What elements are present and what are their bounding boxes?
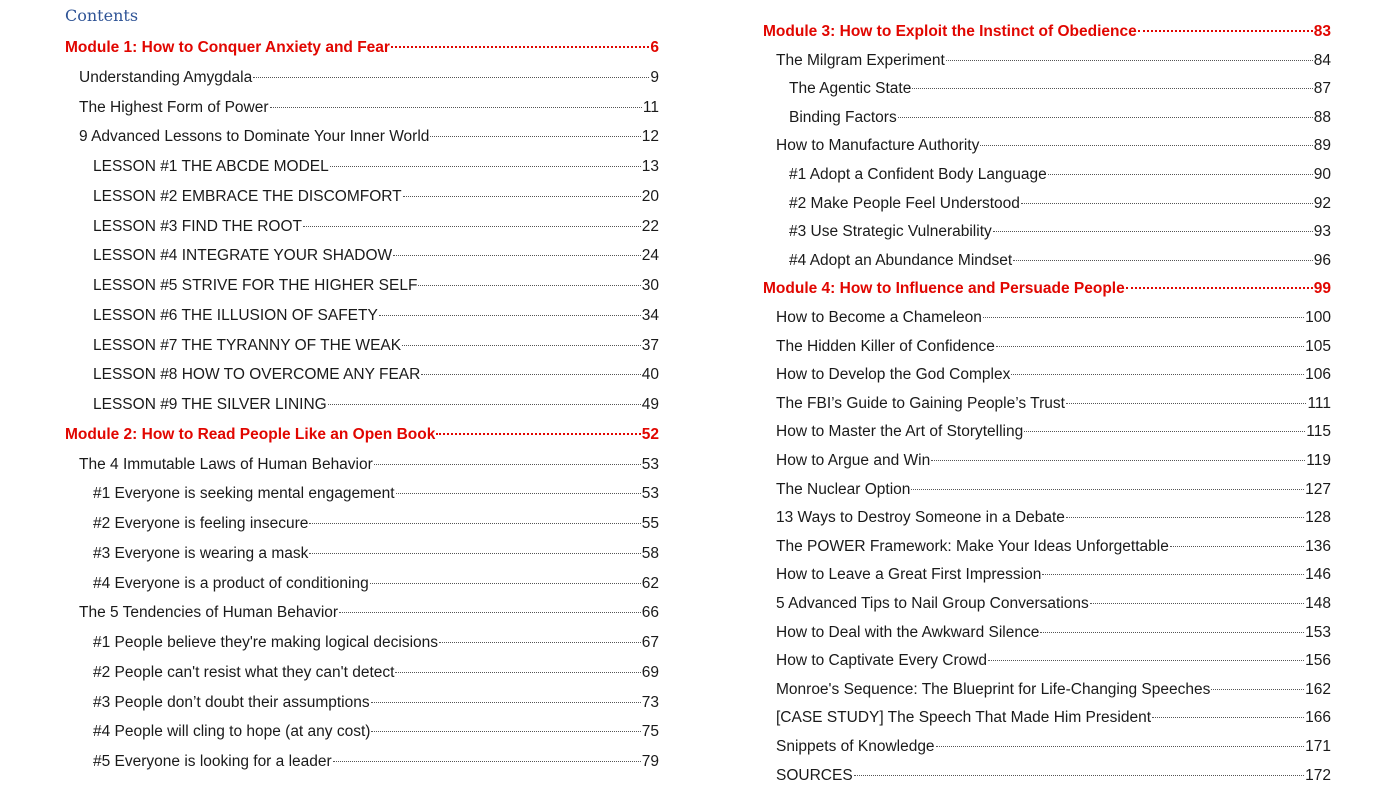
toc-page-number: 62	[641, 574, 659, 592]
toc-page-number: 105	[1305, 337, 1331, 355]
toc-page-number: 89	[1313, 137, 1331, 155]
toc-page-number: 115	[1306, 423, 1331, 441]
dot-leader	[309, 523, 640, 524]
toc-entry-title: #2 People can't resist what they can't detect	[93, 663, 395, 681]
dot-leader	[370, 583, 641, 584]
dot-leader	[912, 88, 1312, 89]
toc-page-number: 146	[1305, 566, 1331, 584]
toc-page-number: 34	[641, 306, 659, 324]
toc-page-number: 6	[650, 39, 659, 56]
toc-entry-title: #1 Adopt a Confident Body Language	[789, 166, 1047, 183]
toc-entry-title: LESSON #4 INTEGRATE YOUR SHADOW	[93, 247, 393, 265]
toc-entry[interactable]	[93, 365, 659, 385]
dot-leader	[418, 285, 640, 286]
toc-entry-title: 9 Advanced Lessons to Dominate Your Inner World	[79, 128, 430, 146]
toc-entry[interactable]	[93, 633, 659, 653]
dot-leader	[1090, 603, 1304, 604]
toc-page-number: 172	[1305, 766, 1331, 784]
toc-page-number: 73	[641, 693, 659, 711]
toc-entry[interactable]	[776, 337, 1331, 357]
toc-entry-title: Understanding Amygdala	[79, 68, 253, 86]
toc-entry-title: SOURCES	[776, 766, 853, 784]
dot-leader	[911, 489, 1304, 490]
toc-module-entry[interactable]	[763, 22, 1331, 42]
dot-leader	[371, 731, 640, 732]
toc-entry[interactable]	[79, 455, 659, 475]
dot-leader	[396, 493, 641, 494]
toc-entry[interactable]	[93, 693, 659, 713]
dot-leader	[1013, 260, 1313, 261]
toc-entry-title: #4 Adopt an Abundance Mindset	[789, 251, 1013, 269]
toc-page-number: 93	[1313, 223, 1331, 241]
toc-entry-title: #2 Everyone is feeling insecure	[93, 515, 309, 532]
toc-page-number: 111	[1307, 394, 1331, 412]
toc-entry-title: How to Argue and Win	[776, 452, 931, 469]
toc-module-entry[interactable]	[763, 279, 1331, 299]
toc-entry[interactable]	[93, 276, 659, 296]
dot-leader	[439, 642, 641, 643]
toc-entry-title: How to Master the Art of Storytelling	[776, 423, 1024, 441]
toc-entry-title: #4 Everyone is a product of conditioning	[93, 574, 369, 592]
toc-page-number: 99	[1313, 280, 1331, 298]
toc-entry[interactable]	[93, 544, 659, 564]
toc-entry-title: #3 Use Strategic Vulnerability	[789, 223, 992, 241]
toc-entry[interactable]	[79, 603, 659, 623]
dot-leader	[303, 226, 641, 227]
dot-leader	[854, 775, 1304, 776]
toc-page-number: 106	[1305, 366, 1331, 384]
toc-entry[interactable]	[789, 194, 1331, 214]
toc-entry[interactable]	[776, 394, 1331, 414]
dot-leader	[931, 460, 1305, 461]
toc-entry-title: 5 Advanced Tips to Nail Group Conversations	[776, 595, 1089, 612]
toc-page-number: 24	[641, 247, 659, 265]
toc-entry-title: Module 2: How to Read People Like an Open Book	[65, 425, 436, 443]
toc-entry[interactable]	[776, 565, 1331, 585]
toc-entry-title: Module 1: How to Conquer Anxiety and Fear	[65, 39, 390, 56]
toc-page-number: 166	[1305, 709, 1331, 727]
toc-entry-title: The FBI’s Guide to Gaining People’s Trust	[776, 394, 1065, 412]
toc-entry-title: How to Become a Chameleon	[776, 309, 982, 326]
toc-entry[interactable]	[93, 574, 659, 594]
toc-entry-title: #1 Everyone is seeking mental engagement	[93, 485, 395, 503]
toc-entry[interactable]	[93, 484, 659, 504]
toc-entry[interactable]	[776, 480, 1331, 500]
toc-entry-title: #3 People don’t doubt their assumptions	[93, 693, 370, 711]
toc-entry-title: LESSON #1 THE ABCDE MODEL	[93, 158, 329, 175]
dot-leader	[996, 346, 1304, 347]
toc-page-number: 127	[1305, 480, 1331, 498]
toc-entry[interactable]	[776, 365, 1331, 385]
toc-entry[interactable]	[789, 222, 1331, 242]
toc-entry[interactable]	[93, 722, 659, 742]
toc-page-number: 13	[641, 158, 659, 175]
dot-leader	[270, 107, 642, 108]
toc-page-number: 69	[641, 663, 659, 681]
toc-entry[interactable]	[93, 752, 659, 772]
dot-leader	[374, 464, 641, 465]
dot-leader	[421, 374, 640, 375]
toc-entry[interactable]	[93, 306, 659, 326]
dot-leader	[391, 46, 649, 48]
toc-page-number: 67	[641, 634, 659, 651]
toc-entry-title: The 4 Immutable Laws of Human Behavior	[79, 455, 373, 473]
toc-entry[interactable]	[789, 165, 1331, 185]
toc-page-number: 83	[1313, 23, 1331, 40]
toc-page-number: 22	[641, 217, 659, 235]
toc-page-number: 153	[1305, 623, 1331, 641]
toc-page-number: 11	[642, 98, 659, 116]
toc-page-number: 66	[641, 604, 659, 622]
dot-leader	[993, 231, 1313, 232]
toc-page-number: 90	[1313, 166, 1331, 183]
toc-entry[interactable]	[789, 108, 1331, 128]
toc-page-number: 88	[1313, 108, 1331, 126]
dot-leader	[1126, 287, 1313, 289]
dot-leader	[936, 746, 1305, 747]
dot-leader	[1021, 203, 1313, 204]
toc-entry[interactable]	[776, 51, 1331, 71]
toc-entry-title: How to Develop the God Complex	[776, 366, 1011, 384]
dot-leader	[1042, 574, 1304, 575]
dot-leader	[1170, 546, 1304, 547]
toc-page-number: 84	[1313, 51, 1331, 69]
toc-entry-title: Monroe's Sequence: The Blueprint for Life-Changing Speeches	[776, 680, 1211, 698]
toc-entry-title: How to Captivate Every Crowd	[776, 652, 988, 670]
toc-entry-title: #3 Everyone is wearing a mask	[93, 544, 309, 562]
toc-entry[interactable]	[93, 336, 659, 356]
toc-page-number: 53	[641, 455, 659, 473]
toc-page-number: 148	[1305, 595, 1331, 612]
toc-module-entry[interactable]	[65, 425, 659, 445]
toc-page-number: 156	[1305, 652, 1331, 670]
toc-entry[interactable]	[776, 422, 1331, 442]
toc-entry-title: The 5 Tendencies of Human Behavior	[79, 604, 339, 622]
dot-leader	[1040, 632, 1304, 633]
toc-entry[interactable]	[93, 395, 659, 415]
toc-entry[interactable]	[776, 680, 1331, 700]
toc-entry[interactable]	[776, 708, 1331, 728]
toc-entry-title: How to Manufacture Authority	[776, 137, 980, 155]
toc-module-entry[interactable]	[65, 38, 659, 58]
toc-page-number: 55	[641, 515, 659, 532]
toc-entry-title: LESSON #6 THE ILLUSION OF SAFETY	[93, 306, 378, 324]
dot-leader	[988, 660, 1304, 661]
toc-entry[interactable]	[79, 98, 659, 118]
toc-page-number: 92	[1313, 194, 1331, 212]
toc-entry[interactable]	[776, 737, 1331, 757]
dot-leader	[333, 761, 641, 762]
dot-leader	[1152, 717, 1304, 718]
dot-leader	[1011, 374, 1304, 375]
toc-entry-title: 13 Ways to Destroy Someone in a Debate	[776, 509, 1065, 527]
dot-leader	[1024, 431, 1305, 432]
toc-entry[interactable]	[776, 594, 1331, 614]
toc-entry-title: LESSON #8 HOW TO OVERCOME ANY FEAR	[93, 366, 421, 384]
dot-leader	[436, 433, 640, 435]
toc-page-number: 136	[1305, 537, 1331, 555]
toc-entry-title: The Highest Form of Power	[79, 98, 269, 116]
dot-leader	[339, 612, 641, 613]
toc-entry[interactable]	[776, 136, 1331, 156]
dot-leader	[983, 317, 1304, 318]
dot-leader	[1048, 174, 1313, 175]
toc-entry-title: LESSON #7 THE TYRANNY OF THE WEAK	[93, 336, 402, 354]
toc-page-number: 162	[1305, 680, 1331, 698]
toc-entry-title: Binding Factors	[789, 108, 897, 126]
dot-leader	[980, 145, 1312, 146]
dot-leader	[1066, 517, 1304, 518]
toc-entry[interactable]	[93, 187, 659, 207]
dot-leader	[395, 672, 640, 673]
toc-page-number: 75	[641, 723, 659, 741]
toc-entry[interactable]	[776, 308, 1331, 328]
toc-entry[interactable]	[93, 514, 659, 534]
toc-entry[interactable]	[789, 79, 1331, 99]
toc-page-number: 58	[641, 544, 659, 562]
dot-leader	[946, 60, 1313, 61]
toc-page-number: 87	[1313, 80, 1331, 98]
toc-entry[interactable]	[776, 623, 1331, 643]
toc-page-number: 119	[1306, 452, 1331, 469]
toc-entry[interactable]	[79, 127, 659, 147]
contents-heading: Contents	[65, 6, 139, 25]
toc-entry-title: The Hidden Killer of Confidence	[776, 337, 995, 355]
toc-page-number: 171	[1305, 738, 1331, 755]
dot-leader	[328, 404, 641, 405]
toc-entry[interactable]	[776, 766, 1331, 786]
dot-leader	[1138, 30, 1313, 32]
toc-entry-title: [CASE STUDY] The Speech That Made Him President	[776, 709, 1152, 727]
toc-entry-title: LESSON #3 FIND THE ROOT	[93, 217, 303, 235]
dot-leader	[393, 255, 641, 256]
toc-entry-title: Module 3: How to Exploit the Instinct of Obedience	[763, 23, 1137, 40]
toc-entry[interactable]	[93, 157, 659, 177]
dot-leader	[403, 196, 641, 197]
toc-entry-title: How to Leave a Great First Impression	[776, 566, 1042, 584]
toc-page-number: 20	[641, 187, 659, 205]
toc-page-number: 49	[641, 396, 659, 413]
toc-entry[interactable]	[776, 451, 1331, 471]
toc-page-number: 79	[641, 753, 659, 770]
toc-entry-title: LESSON #5 STRIVE FOR THE HIGHER SELF	[93, 277, 418, 294]
toc-entry-title: The POWER Framework: Make Your Ideas Unforgettable	[776, 537, 1169, 555]
toc-entry-title: The Nuclear Option	[776, 480, 911, 498]
dot-leader	[330, 166, 641, 167]
toc-entry[interactable]	[776, 508, 1331, 528]
toc-entry[interactable]	[93, 246, 659, 266]
dot-leader	[430, 136, 640, 137]
dot-leader	[309, 553, 640, 554]
toc-page-number: 37	[641, 336, 659, 354]
toc-entry-title: #1 People believe they're making logical decisions	[93, 634, 439, 651]
toc-entry[interactable]	[789, 251, 1331, 271]
toc-entry[interactable]	[79, 68, 659, 88]
toc-page-number: 128	[1305, 509, 1331, 527]
toc-entry-title: The Milgram Experiment	[776, 51, 945, 69]
dot-leader	[371, 702, 641, 703]
toc-entry-title: Snippets of Knowledge	[776, 738, 935, 755]
dot-leader	[402, 345, 641, 346]
toc-entry-title: LESSON #2 EMBRACE THE DISCOMFORT	[93, 187, 402, 205]
dot-leader	[1211, 689, 1304, 690]
toc-entry-title: Module 4: How to Influence and Persuade People	[763, 280, 1125, 298]
toc-entry-title: LESSON #9 THE SILVER LINING	[93, 396, 327, 413]
dot-leader	[379, 315, 641, 316]
toc-entry-title: #5 Everyone is looking for a leader	[93, 753, 332, 770]
dot-leader	[898, 117, 1313, 118]
toc-entry[interactable]	[93, 217, 659, 237]
toc-page-number: 96	[1313, 251, 1331, 269]
toc-page-number: 100	[1305, 309, 1331, 326]
toc-entry[interactable]	[776, 537, 1331, 557]
toc-page-number: 52	[641, 425, 659, 443]
dot-leader	[1066, 403, 1307, 404]
toc-page-number: 30	[641, 277, 659, 294]
toc-entry[interactable]	[93, 663, 659, 683]
toc-page-number: 9	[650, 68, 659, 86]
toc-entry-title: How to Deal with the Awkward Silence	[776, 623, 1040, 641]
toc-entry-title: #2 Make People Feel Understood	[789, 194, 1020, 212]
toc-entry[interactable]	[776, 651, 1331, 671]
toc-entry-title: The Agentic State	[789, 80, 912, 98]
toc-entry-title: #4 People will cling to hope (at any cost)	[93, 723, 371, 741]
toc-page-number: 40	[641, 366, 659, 384]
dot-leader	[253, 77, 649, 78]
toc-page-number: 53	[641, 485, 659, 503]
toc-page-number: 12	[641, 128, 659, 146]
